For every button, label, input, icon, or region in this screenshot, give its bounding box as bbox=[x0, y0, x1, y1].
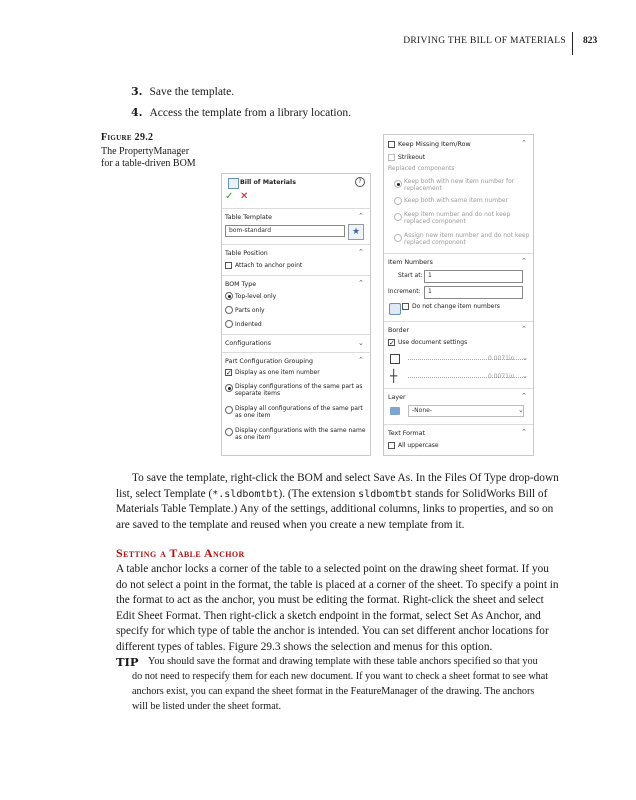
step-number: 4. bbox=[131, 106, 143, 119]
section-border[interactable]: Border bbox=[388, 327, 410, 334]
option-line: replacement bbox=[404, 185, 442, 192]
page-number: 823 bbox=[583, 36, 598, 46]
option-label: Parts only bbox=[235, 307, 265, 314]
figure-caption bbox=[101, 146, 221, 170]
cancel-button[interactable]: ✕ bbox=[240, 191, 249, 202]
step-text: Save the template. bbox=[149, 86, 235, 98]
section-item-numbers[interactable]: Item Numbers bbox=[388, 259, 433, 266]
divider bbox=[222, 334, 370, 335]
text-line bbox=[116, 487, 604, 503]
border-value[interactable]: 0.0071in bbox=[488, 355, 515, 362]
option-label bbox=[404, 178, 514, 192]
start-at-label: Start at: bbox=[398, 272, 423, 279]
border-value[interactable]: 0.0071in bbox=[488, 373, 515, 380]
start-at-field[interactable]: 1 bbox=[424, 270, 523, 283]
section-text-format[interactable]: Text Format bbox=[388, 430, 425, 437]
option-label: Top-level only bbox=[235, 293, 277, 300]
box-border-icon bbox=[390, 354, 400, 364]
text-run: stands for SolidWorks Bill of bbox=[412, 487, 548, 500]
tip-line: anchors exist, you can expand the sheet format in the FeatureManager of the drawing. The anchors bbox=[132, 686, 535, 697]
radio-same-name[interactable] bbox=[225, 428, 233, 436]
option-line: replaced component bbox=[404, 218, 466, 225]
option-line: as one item bbox=[235, 434, 271, 441]
step-number: 3. bbox=[131, 85, 143, 98]
section-grouping[interactable]: Part Configuration Grouping bbox=[225, 358, 314, 365]
template-browse-icon[interactable]: ★ bbox=[348, 224, 364, 240]
text-run: ). (The extension bbox=[278, 487, 359, 500]
option-label bbox=[235, 383, 363, 397]
text-line: Edit Sheet Format. Then right-click a sketch endpoint in the format, select Set As Anchor, and bbox=[116, 609, 541, 622]
tip-label: TIP bbox=[116, 655, 139, 669]
display-one-checkbox[interactable] bbox=[225, 369, 232, 376]
text-line: different types of tables. Figure 29.3 shows the selection and menus for this option. bbox=[116, 640, 493, 653]
chevron-up-icon[interactable]: ⌃ bbox=[358, 279, 364, 287]
keep-missing-label: Keep Missing Item/Row bbox=[398, 141, 471, 148]
text-line: specify for which type of table the anchor is intended. You can set different anchor locations for bbox=[116, 625, 549, 638]
divider bbox=[222, 244, 370, 245]
chevron-down-icon[interactable]: ⌄ bbox=[522, 372, 528, 380]
bom-property-manager-continued bbox=[383, 134, 534, 456]
section-bom-type[interactable]: BOM Type bbox=[225, 281, 257, 288]
use-doc-checkbox[interactable] bbox=[388, 339, 395, 346]
chevron-up-icon[interactable]: ⌃ bbox=[358, 356, 364, 364]
option-line: Assign new item number and do not keep bbox=[404, 232, 530, 239]
radio-one-item[interactable] bbox=[225, 406, 233, 414]
radio-rep1[interactable] bbox=[394, 180, 402, 188]
panel-title: Bill of Materials bbox=[240, 179, 296, 186]
replaced-heading: Replaced components bbox=[388, 165, 455, 172]
caption-line: for a table-driven BOM bbox=[101, 158, 196, 169]
radio-rep4[interactable] bbox=[394, 234, 402, 242]
text-line: the format to act as the anchor, you must be editing the format. Right-click the sheet and select bbox=[116, 594, 544, 607]
section-table-template[interactable]: Table Template bbox=[225, 214, 273, 221]
option-label: Keep both with same item number bbox=[404, 197, 509, 204]
strikeout-label: Strikeout bbox=[398, 154, 426, 161]
option-line: separate items bbox=[235, 390, 281, 397]
section-table-position[interactable]: Table Position bbox=[225, 250, 268, 257]
ok-button[interactable]: ✓ bbox=[225, 191, 234, 202]
strikeout-checkbox[interactable] bbox=[388, 154, 395, 161]
divider bbox=[384, 388, 533, 389]
tip-line: You should save the format and drawing template with these table anchors specified so that you bbox=[148, 656, 538, 667]
tip-line: do not need to respecify them for each new document. If you want to check a sheet format to see what bbox=[132, 671, 549, 682]
text-line: are saved to the template and reused when you create a new template from it. bbox=[116, 518, 465, 531]
option-label bbox=[235, 427, 366, 441]
lock-icon bbox=[389, 303, 401, 315]
chevron-up-icon[interactable]: ⌃ bbox=[521, 428, 527, 436]
option-label bbox=[235, 405, 363, 419]
option-line: Display configurations with the same name bbox=[235, 427, 366, 434]
text-line: To save the template, right-click the BOM and select Save As. In the Files Of Type drop-down bbox=[132, 472, 559, 484]
option-line: Keep item number and do not keep bbox=[404, 211, 511, 218]
step-3 bbox=[131, 85, 234, 98]
section-configurations[interactable]: Configurations bbox=[225, 340, 271, 347]
layers-icon bbox=[390, 407, 400, 415]
radio-top-level[interactable] bbox=[225, 292, 233, 300]
code-run: *.sldbomtbt bbox=[212, 488, 279, 500]
figure-label: Figure 29.2 bbox=[101, 132, 154, 143]
divider bbox=[222, 352, 370, 353]
running-title: DRIVING THE BILL OF MATERIALS bbox=[403, 36, 566, 46]
bom-property-manager bbox=[221, 173, 371, 456]
radio-rep3[interactable] bbox=[394, 213, 402, 221]
template-field[interactable]: bom-standard bbox=[225, 225, 345, 237]
text-line: Materials Table Template.) Any of the settings, additional columns, links to properties, and so on bbox=[116, 503, 554, 516]
chevron-up-icon[interactable]: ⌃ bbox=[521, 139, 527, 147]
text-line: do not select a point in the format, the table is placed at a corner of the sheet. To specify a point in bbox=[116, 578, 559, 591]
text-line: A table anchor locks a corner of the table to a selected point on the drawing sheet format. If you bbox=[116, 563, 549, 575]
radio-indented[interactable] bbox=[225, 320, 233, 328]
increment-field[interactable]: 1 bbox=[424, 286, 523, 299]
no-change-label: Do not change item numbers bbox=[412, 303, 500, 310]
header-divider bbox=[572, 32, 573, 55]
chevron-up-icon[interactable]: ⌃ bbox=[521, 392, 527, 400]
option-line: Display configurations of the same part as bbox=[235, 383, 363, 390]
radio-rep2[interactable] bbox=[394, 197, 402, 205]
divider bbox=[384, 321, 533, 322]
grid-border-icon: ┼ bbox=[390, 369, 398, 383]
no-change-checkbox[interactable] bbox=[402, 303, 409, 310]
radio-separate-items[interactable] bbox=[225, 384, 233, 392]
attach-anchor-label: Attach to anchor point bbox=[235, 262, 303, 269]
display-one-label: Display as one item number bbox=[235, 369, 320, 376]
section-heading: Setting a Table Anchor bbox=[116, 546, 245, 560]
chevron-up-icon[interactable]: ⌃ bbox=[358, 212, 364, 220]
all-uppercase-label: All uppercase bbox=[398, 442, 439, 449]
divider bbox=[222, 275, 370, 276]
bom-icon bbox=[228, 178, 239, 189]
text-run: list, select Template ( bbox=[116, 487, 213, 500]
option-label: Indented bbox=[235, 321, 262, 328]
divider bbox=[222, 208, 370, 209]
chevron-down-icon[interactable]: ⌄ bbox=[522, 354, 528, 362]
increment-label: Increment: bbox=[388, 288, 421, 295]
paragraph-table-anchor bbox=[116, 562, 604, 656]
help-icon[interactable]: ? bbox=[355, 177, 365, 187]
step-4 bbox=[131, 106, 351, 119]
step-text: Access the template from a library location. bbox=[149, 107, 351, 119]
chevron-down-icon[interactable]: ⌄ bbox=[518, 406, 524, 414]
radio-parts-only[interactable] bbox=[225, 306, 233, 314]
chevron-up-icon[interactable]: ⌃ bbox=[358, 248, 364, 256]
chevron-up-icon[interactable]: ⌃ bbox=[521, 257, 527, 265]
chevron-up-icon[interactable]: ⌃ bbox=[521, 325, 527, 333]
option-line: replaced component bbox=[404, 239, 466, 246]
code-run: sldbomtbt bbox=[358, 488, 413, 500]
use-doc-label: Use document settings bbox=[398, 339, 468, 346]
option-label bbox=[404, 232, 529, 246]
divider bbox=[384, 424, 533, 425]
divider bbox=[384, 253, 533, 254]
option-line: as one item bbox=[235, 412, 271, 419]
section-layer[interactable]: Layer bbox=[388, 394, 406, 401]
keep-missing-checkbox[interactable] bbox=[388, 141, 395, 148]
paragraph-save-template bbox=[116, 471, 604, 533]
layer-select[interactable]: -None- bbox=[408, 405, 524, 417]
option-line: Keep both with new item number for bbox=[404, 178, 515, 185]
option-label bbox=[404, 211, 510, 225]
caption-line: The PropertyManager bbox=[101, 146, 190, 157]
tip-line: will be listed under the sheet format. bbox=[132, 701, 282, 712]
chevron-down-icon[interactable]: ⌄ bbox=[358, 339, 364, 347]
all-uppercase-checkbox[interactable] bbox=[388, 442, 395, 449]
attach-anchor-checkbox[interactable] bbox=[225, 262, 232, 269]
option-line: Display all configurations of the same part bbox=[235, 405, 363, 412]
